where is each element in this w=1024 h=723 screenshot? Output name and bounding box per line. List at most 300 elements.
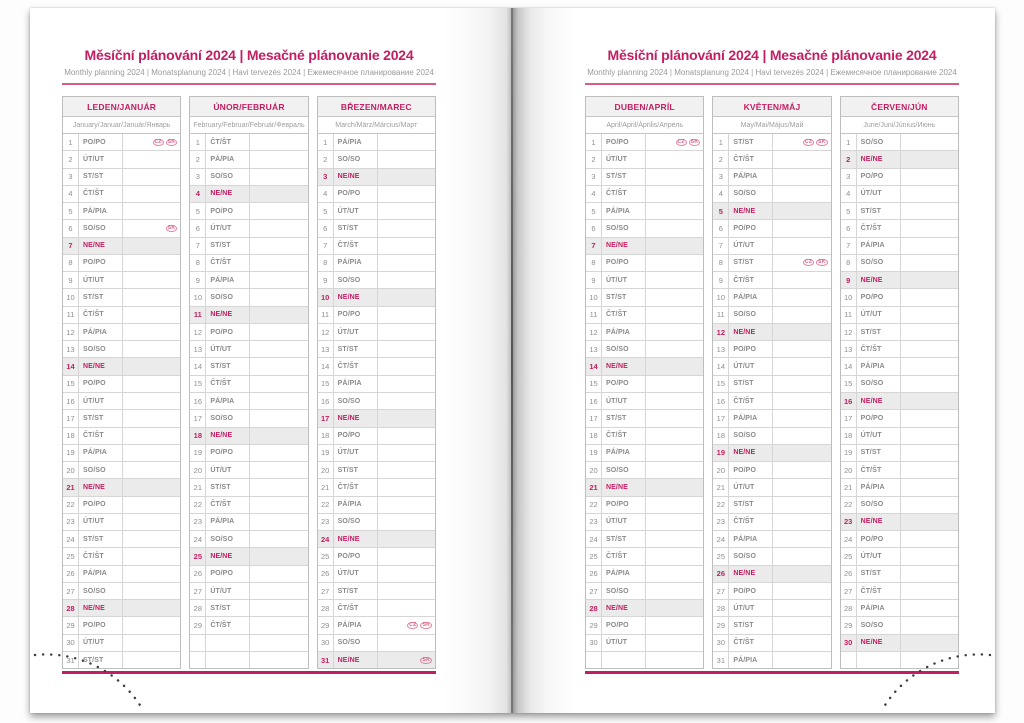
day-number: 26 <box>841 566 857 582</box>
month-grid <box>713 134 830 668</box>
day-abbreviation: PÁ/PIA <box>602 324 646 340</box>
day-abbreviation: NE/NE <box>729 566 773 582</box>
calendar-row-empty <box>190 652 307 668</box>
day-abbreviation: SO/SO <box>602 220 646 236</box>
day-number: 3 <box>190 169 206 185</box>
day-number: 1 <box>713 134 729 150</box>
day-number: 10 <box>63 289 79 305</box>
day-abbreviation: SO/SO <box>79 341 123 357</box>
day-number: 14 <box>586 358 602 374</box>
calendar-row <box>63 548 180 565</box>
notes-cell <box>378 635 435 651</box>
calendar-row <box>586 393 703 410</box>
month-name: BŘEZEN/MAREC <box>318 97 435 117</box>
notes-cell <box>250 410 307 426</box>
notes-cell <box>773 514 830 530</box>
day-abbreviation: NE/NE <box>857 272 901 288</box>
month-languages: January/Januar/Január/Январь <box>63 117 180 134</box>
day-number: 17 <box>841 410 857 426</box>
page-right <box>513 8 995 713</box>
calendar-row <box>841 324 958 341</box>
calendar-row <box>586 186 703 203</box>
day-abbreviation: PÁ/PIA <box>857 479 901 495</box>
calendar-row <box>318 358 435 375</box>
notes-cell <box>250 324 307 340</box>
calendar-row <box>190 497 307 514</box>
calendar-row <box>841 203 958 220</box>
calendar-row <box>713 238 830 255</box>
calendar-row <box>190 272 307 289</box>
day-number: 28 <box>841 600 857 616</box>
day-abbreviation: NE/NE <box>334 652 378 668</box>
calendar-row <box>841 376 958 393</box>
notes-cell <box>123 548 180 564</box>
calendar-row <box>318 376 435 393</box>
tear-off-perforation-arc <box>30 653 150 713</box>
notes-cell <box>250 497 307 513</box>
day-number: 10 <box>190 289 206 305</box>
calendar-row-empty <box>586 652 703 668</box>
holiday-badge-cz: CZ <box>154 138 162 145</box>
calendar-row <box>586 566 703 583</box>
notes-cell <box>646 635 703 651</box>
day-number: 2 <box>63 151 79 167</box>
day-number: 21 <box>318 479 334 495</box>
notes-cell <box>123 514 180 530</box>
notes-cell <box>646 617 703 633</box>
calendar-row <box>318 635 435 652</box>
day-number: 15 <box>190 376 206 392</box>
notes-cell <box>773 307 830 323</box>
day-abbreviation: NE/NE <box>206 548 250 564</box>
day-number: 13 <box>713 341 729 357</box>
notes-cell <box>378 445 435 461</box>
day-number: 17 <box>190 410 206 426</box>
notes-cell <box>250 358 307 374</box>
calendar-row <box>841 186 958 203</box>
month-table--erven-j-n <box>840 96 959 669</box>
day-abbreviation: ST/ST <box>857 445 901 461</box>
day-number: 16 <box>586 393 602 409</box>
notes-cell <box>901 324 958 340</box>
day-number: 12 <box>713 324 729 340</box>
calendar-row <box>841 341 958 358</box>
calendar-row <box>190 324 307 341</box>
day-abbreviation: NE/NE <box>729 324 773 340</box>
calendar-row-sunday <box>63 479 180 496</box>
day-abbreviation: SO/SO <box>602 583 646 599</box>
notes-cell <box>250 583 307 599</box>
notes-cell <box>378 289 435 305</box>
day-number: 22 <box>318 497 334 513</box>
day-number: 22 <box>63 497 79 513</box>
notes-cell <box>378 462 435 478</box>
notes-cell <box>123 497 180 513</box>
day-number: 11 <box>586 307 602 323</box>
day-number: 20 <box>841 462 857 478</box>
month-name: ÚNOR/FEBRUÁR <box>190 97 307 117</box>
day-number: 14 <box>190 358 206 374</box>
calendar-row <box>586 462 703 479</box>
day-number: 22 <box>713 497 729 513</box>
day-abbreviation: PÁ/PIA <box>334 617 378 633</box>
notes-cell <box>123 324 180 340</box>
day-abbreviation: ST/ST <box>334 583 378 599</box>
calendar-row-sunday <box>190 307 307 324</box>
notes-cell <box>646 566 703 582</box>
day-number: 26 <box>713 566 729 582</box>
calendar-row-sunday <box>713 566 830 583</box>
day-abbreviation: NE/NE <box>857 514 901 530</box>
notes-cell <box>901 341 958 357</box>
calendar-row <box>713 134 830 151</box>
day-number: 5 <box>713 203 729 219</box>
notes-cell <box>901 514 958 530</box>
notes-cell <box>901 566 958 582</box>
notes-cell <box>646 548 703 564</box>
day-abbreviation: ST/ST <box>79 289 123 305</box>
day-number: 10 <box>713 289 729 305</box>
notes-cell <box>378 341 435 357</box>
day-abbreviation: ČT/ŠT <box>206 376 250 392</box>
month-grid <box>63 134 180 668</box>
calendar-row-sunday <box>190 548 307 565</box>
day-abbreviation: PÁ/PIA <box>79 203 123 219</box>
day-abbreviation: PO/PO <box>206 203 250 219</box>
day-number: 15 <box>713 376 729 392</box>
day-number: 3 <box>318 169 334 185</box>
day-abbreviation: ÚT/UT <box>79 272 123 288</box>
day-abbreviation: NE/NE <box>729 445 773 461</box>
day-abbreviation: PO/PO <box>602 497 646 513</box>
calendar-row <box>713 376 830 393</box>
holiday-badge-sk: SK <box>818 259 826 266</box>
holiday-badge-sk: SK <box>167 138 176 145</box>
day-abbreviation: PO/PO <box>857 531 901 547</box>
day-abbreviation: SO/SO <box>206 169 250 185</box>
day-number: 24 <box>318 531 334 547</box>
day-number: 28 <box>318 600 334 616</box>
day-number: 7 <box>841 238 857 254</box>
calendar-row-sunday <box>841 635 958 652</box>
day-number: 5 <box>190 203 206 219</box>
notes-cell <box>378 169 435 185</box>
day-abbreviation: PO/PO <box>602 376 646 392</box>
month-languages: February/Februar/Február/Февраль <box>190 117 307 134</box>
notes-cell <box>378 514 435 530</box>
calendar-row <box>713 341 830 358</box>
day-number: 6 <box>841 220 857 236</box>
day-abbreviation: ÚT/UT <box>206 220 250 236</box>
day-abbreviation: PO/PO <box>729 462 773 478</box>
day-abbreviation: SO/SO <box>206 289 250 305</box>
calendar-row <box>190 617 307 634</box>
day-abbreviation: NE/NE <box>79 600 123 616</box>
day-number: 4 <box>190 186 206 202</box>
calendar-row <box>586 376 703 393</box>
notes-cell <box>123 445 180 461</box>
calendar-row <box>63 566 180 583</box>
notes-cell <box>123 169 180 185</box>
notes-cell <box>250 376 307 392</box>
calendar-row <box>63 203 180 220</box>
day-number: 11 <box>841 307 857 323</box>
notes-cell <box>250 445 307 461</box>
notes-cell <box>378 255 435 271</box>
calendar-row-sunday <box>190 186 307 203</box>
day-number: 1 <box>190 134 206 150</box>
calendar-row <box>713 410 830 427</box>
day-abbreviation: SO/SO <box>334 635 378 651</box>
notes-cell <box>646 341 703 357</box>
day-abbreviation: PO/PO <box>334 548 378 564</box>
day-number: 4 <box>841 186 857 202</box>
day-number: 25 <box>713 548 729 564</box>
day-abbreviation: ÚT/UT <box>602 393 646 409</box>
day-number: 30 <box>841 635 857 651</box>
day-number: 6 <box>63 220 79 236</box>
notes-cell <box>123 272 180 288</box>
calendar-row <box>586 272 703 289</box>
day-abbreviation: NE/NE <box>602 358 646 374</box>
day-number: 29 <box>713 617 729 633</box>
notes-cell <box>250 307 307 323</box>
notes-cell <box>378 652 435 668</box>
notes-cell <box>378 428 435 444</box>
day-abbreviation: PO/PO <box>79 255 123 271</box>
months-container-right <box>585 96 959 669</box>
calendar-row <box>190 255 307 272</box>
day-abbreviation: PO/PO <box>729 341 773 357</box>
notes-cell <box>773 428 830 444</box>
notes-cell <box>773 238 830 254</box>
day-abbreviation: ČT/ŠT <box>79 186 123 202</box>
day-abbreviation: ÚT/UT <box>729 238 773 254</box>
notes-cell <box>250 600 307 616</box>
day-abbreviation: NE/NE <box>602 600 646 616</box>
calendar-row <box>713 358 830 375</box>
notes-cell <box>773 548 830 564</box>
day-abbreviation: PO/PO <box>602 255 646 271</box>
calendar-row <box>586 307 703 324</box>
day-number: 9 <box>841 272 857 288</box>
day-number: 14 <box>713 358 729 374</box>
calendar-row <box>841 307 958 324</box>
day-abbreviation: PÁ/PIA <box>206 272 250 288</box>
calendar-row <box>63 428 180 445</box>
day-number: 10 <box>586 289 602 305</box>
calendar-row <box>63 617 180 634</box>
day-abbreviation: ČT/ŠT <box>729 272 773 288</box>
notes-cell <box>378 479 435 495</box>
day-number: 19 <box>318 445 334 461</box>
day-abbreviation: NE/NE <box>602 479 646 495</box>
calendar-row <box>190 220 307 237</box>
day-abbreviation: PÁ/PIA <box>79 566 123 582</box>
day-abbreviation: ČT/ŠT <box>857 583 901 599</box>
day-abbreviation: ST/ST <box>206 238 250 254</box>
day-abbreviation: SO/SO <box>602 341 646 357</box>
month-languages: May/Mai/Május/Май <box>713 117 830 134</box>
day-abbreviation: ST/ST <box>729 255 773 271</box>
calendar-row <box>841 428 958 445</box>
day-abbreviation: ST/ST <box>857 566 901 582</box>
notes-cell <box>646 600 703 616</box>
calendar-row <box>318 134 435 151</box>
day-number: 5 <box>63 203 79 219</box>
day-number: 24 <box>190 531 206 547</box>
day-abbreviation: PÁ/PIA <box>334 134 378 150</box>
day-abbreviation: SO/SO <box>857 376 901 392</box>
calendar-row <box>713 169 830 186</box>
calendar-row <box>841 169 958 186</box>
day-abbreviation: SO/SO <box>857 255 901 271</box>
calendar-row <box>318 238 435 255</box>
day-abbreviation: SO/SO <box>857 617 901 633</box>
day-abbreviation: PÁ/PIA <box>79 445 123 461</box>
notes-cell <box>250 169 307 185</box>
notes-cell <box>646 376 703 392</box>
notes-cell <box>646 324 703 340</box>
day-number: 28 <box>713 600 729 616</box>
day-abbreviation: NE/NE <box>79 358 123 374</box>
day-abbreviation: ČT/ŠT <box>857 220 901 236</box>
day-number: 20 <box>190 462 206 478</box>
notes-cell <box>901 393 958 409</box>
day-number: 30 <box>318 635 334 651</box>
day-number: 30 <box>713 635 729 651</box>
day-number: 31 <box>63 652 79 668</box>
notes-cell <box>123 289 180 305</box>
notes-cell <box>378 600 435 616</box>
notes-cell <box>901 307 958 323</box>
notes-cell <box>123 203 180 219</box>
month-name: ČERVEN/JÚN <box>841 97 958 117</box>
day-number: 18 <box>190 428 206 444</box>
day-number: 23 <box>713 514 729 530</box>
calendar-row-empty <box>190 635 307 652</box>
day-abbreviation: PO/PO <box>602 134 646 150</box>
calendar-row-sunday <box>586 238 703 255</box>
calendar-row <box>190 393 307 410</box>
calendar-row <box>841 358 958 375</box>
day-number: 2 <box>841 151 857 167</box>
day-abbreviation: ÚT/UT <box>79 151 123 167</box>
calendar-row <box>318 479 435 496</box>
day-number: 31 <box>713 652 729 668</box>
day-number: 11 <box>63 307 79 323</box>
calendar-row <box>190 479 307 496</box>
day-abbreviation: NE/NE <box>729 203 773 219</box>
notes-cell <box>123 617 180 633</box>
header-rule <box>62 83 436 85</box>
day-abbreviation: ÚT/UT <box>79 635 123 651</box>
notes-cell <box>773 635 830 651</box>
notes-cell <box>646 203 703 219</box>
day-number: 3 <box>841 169 857 185</box>
calendar-row <box>586 289 703 306</box>
calendar-row <box>63 583 180 600</box>
day-abbreviation: ST/ST <box>334 220 378 236</box>
day-abbreviation: ČT/ŠT <box>206 617 250 633</box>
notes-cell <box>250 272 307 288</box>
day-number: 11 <box>713 307 729 323</box>
notes-cell <box>250 220 307 236</box>
day-number: 7 <box>318 238 334 254</box>
calendar-row <box>63 151 180 168</box>
day-number <box>190 635 206 651</box>
day-abbreviation: SO/SO <box>79 462 123 478</box>
notes-cell <box>773 410 830 426</box>
notes-cell <box>378 134 435 150</box>
notes-cell <box>901 358 958 374</box>
notes-cell <box>378 203 435 219</box>
day-number: 6 <box>190 220 206 236</box>
calendar-row <box>841 134 958 151</box>
notes-cell <box>646 479 703 495</box>
calendar-row <box>713 635 830 652</box>
day-abbreviation: ÚT/UT <box>206 341 250 357</box>
notes-cell <box>901 238 958 254</box>
calendar-row <box>713 307 830 324</box>
day-abbreviation: ST/ST <box>602 289 646 305</box>
calendar-row <box>713 497 830 514</box>
holiday-badge-cz: CZ <box>409 622 417 629</box>
day-abbreviation: ÚT/UT <box>79 514 123 530</box>
calendar-row <box>713 652 830 668</box>
calendar-row <box>190 238 307 255</box>
day-abbreviation: PÁ/PIA <box>729 289 773 305</box>
day-abbreviation: ST/ST <box>79 652 123 668</box>
day-abbreviation: ČT/ŠT <box>206 255 250 271</box>
month-grid <box>190 134 307 668</box>
day-number: 14 <box>318 358 334 374</box>
day-abbreviation: SO/SO <box>857 497 901 513</box>
day-abbreviation: NE/NE <box>857 151 901 167</box>
day-abbreviation: ÚT/UT <box>857 307 901 323</box>
day-number: 20 <box>63 462 79 478</box>
calendar-row <box>841 289 958 306</box>
calendar-row <box>63 514 180 531</box>
day-abbreviation: ST/ST <box>602 531 646 547</box>
day-abbreviation: SO/SO <box>334 151 378 167</box>
day-abbreviation: SO/SO <box>334 272 378 288</box>
notes-cell <box>901 376 958 392</box>
day-number: 10 <box>318 289 334 305</box>
day-abbreviation: ST/ST <box>729 134 773 150</box>
day-abbreviation: ČT/ŠT <box>729 514 773 530</box>
calendar-row <box>318 462 435 479</box>
day-number: 22 <box>586 497 602 513</box>
day-abbreviation: PÁ/PIA <box>857 238 901 254</box>
day-number: 26 <box>63 566 79 582</box>
calendar-row-sunday <box>841 393 958 410</box>
day-number: 29 <box>190 617 206 633</box>
day-number: 20 <box>713 462 729 478</box>
day-abbreviation: PÁ/PIA <box>206 393 250 409</box>
day-number: 13 <box>63 341 79 357</box>
calendar-row <box>586 203 703 220</box>
day-abbreviation: PÁ/PIA <box>602 203 646 219</box>
notes-cell <box>901 255 958 271</box>
day-abbreviation: ÚT/UT <box>729 600 773 616</box>
calendar-row <box>63 410 180 427</box>
day-abbreviation: PO/PO <box>79 376 123 392</box>
notes-cell <box>773 203 830 219</box>
months-container-left <box>62 96 436 669</box>
day-number: 8 <box>190 255 206 271</box>
day-number: 11 <box>190 307 206 323</box>
